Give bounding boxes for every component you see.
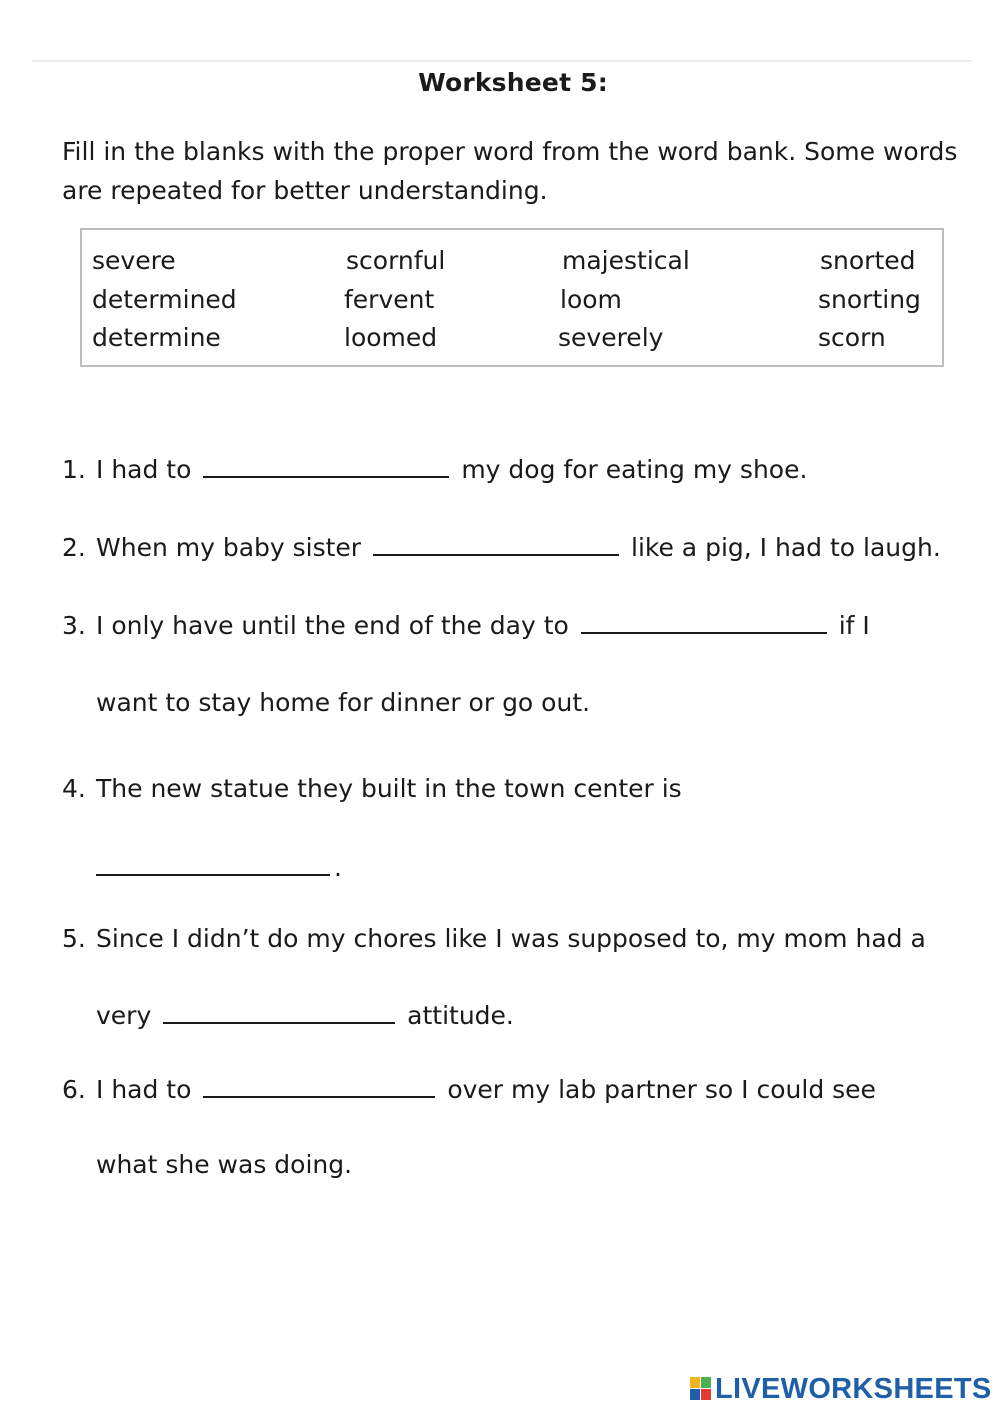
question-2 [62,532,941,563]
question-number: 2. [62,533,86,562]
logo-text: LIVEWORKSHEETS [715,1372,992,1405]
word-bank-item: loom [560,285,622,314]
word-bank-item: severe [92,246,176,275]
question-text: over my lab partner so I could see [447,1075,876,1104]
question-1 [62,454,807,485]
question-5 [62,924,926,954]
answer-blank-2[interactable] [373,532,619,556]
word-bank-item: severely [558,323,664,352]
question-text: The new statue they built in the town center is [96,774,682,803]
question-text: When my baby sister [96,533,362,562]
word-bank-item: majestical [562,246,690,275]
question-number: 4. [62,774,86,803]
question-6-continuation: what she was doing. [96,1150,353,1179]
question-number: 1. [62,455,86,484]
word-bank-item: snorted [820,246,916,275]
question-5-continuation [96,1000,514,1031]
word-bank-item: scornful [346,246,446,275]
question-4 [62,774,682,804]
word-bank-item: determine [92,323,221,352]
question-text: very [96,1001,152,1030]
question-4-continuation [92,852,342,883]
question-number: 5. [62,924,86,953]
question-number: 3. [62,611,86,640]
answer-blank-1[interactable] [203,454,449,478]
worksheet-title: Worksheet 5: [418,68,608,97]
question-3 [62,610,870,641]
question-text: I had to [96,1075,192,1104]
word-bank [80,228,944,367]
question-text: like a pig, I had to laugh. [631,533,941,562]
word-bank-item: loomed [344,323,438,352]
word-bank-item: fervent [344,285,435,314]
question-text: I had to [96,455,192,484]
answer-blank-4[interactable] [96,852,330,876]
question-text: attitude. [407,1001,514,1030]
liveworksheets-logo-icon [690,1377,712,1401]
top-divider [32,60,972,62]
word-bank-item: snorting [818,285,921,314]
answer-blank-3[interactable] [581,610,827,634]
question-text: I only have until the end of the day to [96,611,569,640]
answer-blank-6[interactable] [203,1074,435,1098]
question-text: my dog for eating my shoe. [461,455,808,484]
instructions: Fill in the blanks with the proper word from the word bank. Some words are repeated for better understanding. [62,137,958,205]
word-bank-item: scorn [818,323,886,352]
question-text: if I [838,611,870,640]
liveworksheets-logo[interactable] [690,1374,992,1404]
question-3-continuation: want to stay home for dinner or go out. [96,688,591,717]
question-text: Since I didn’t do my chores like I was supposed to, my mom had a [96,924,926,953]
question-number: 6. [62,1075,86,1104]
answer-blank-5[interactable] [163,1000,395,1024]
question-text: . [334,853,342,882]
word-bank-item: determined [92,285,237,314]
question-6 [62,1074,876,1105]
